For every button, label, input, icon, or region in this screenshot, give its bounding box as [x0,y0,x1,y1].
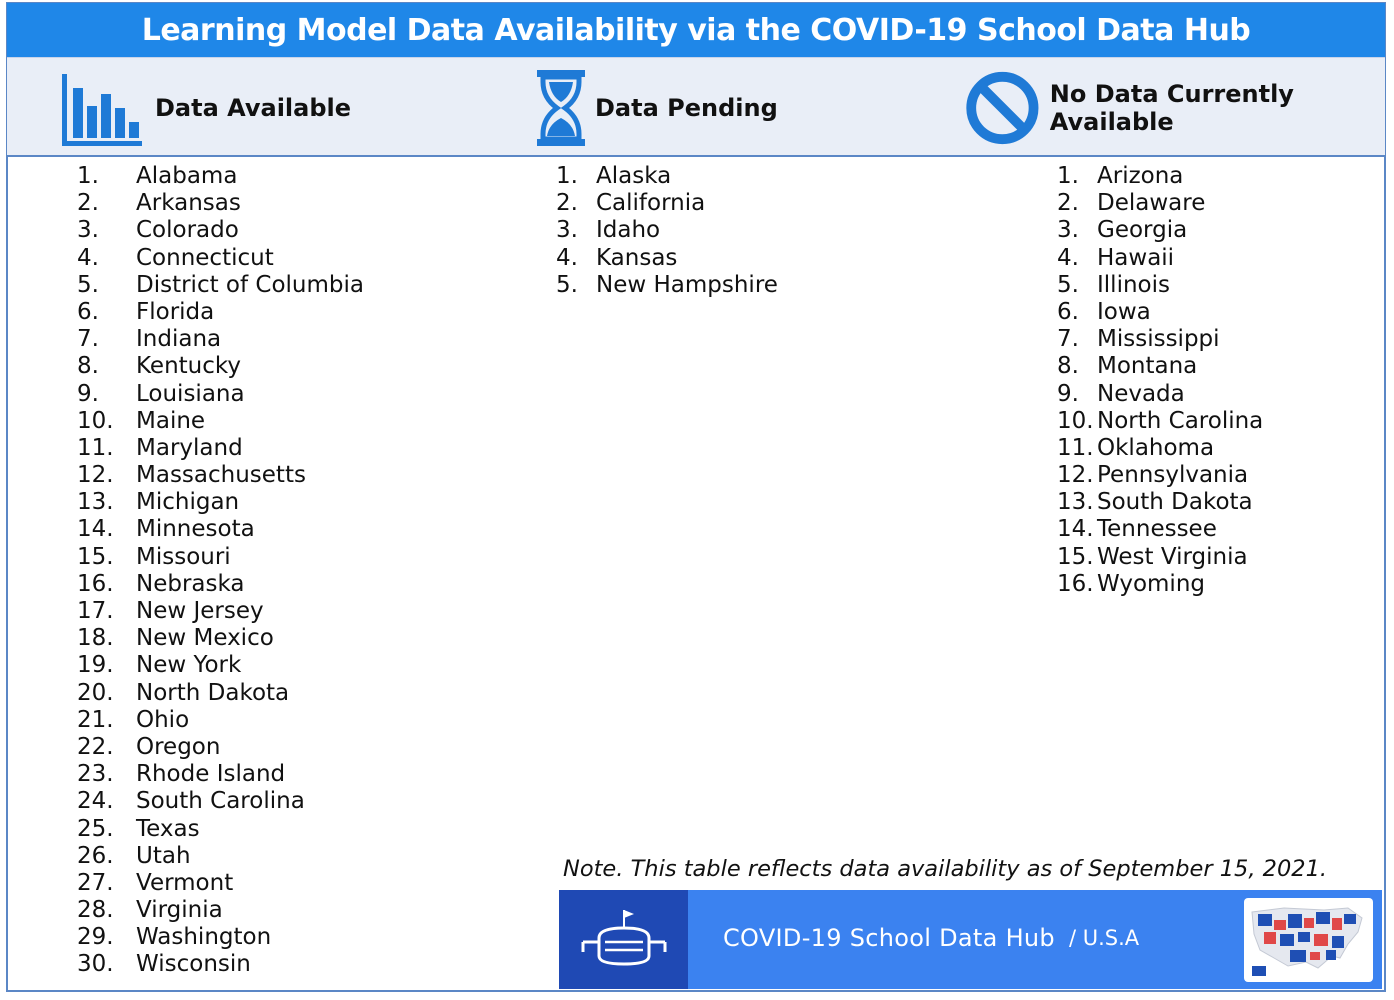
list-item-state: Maine [136,407,206,434]
list-item [77,680,364,707]
list-item-number: 1. [77,163,99,189]
list-item [77,951,364,978]
list-item-number: 15. [1057,543,1094,570]
list-item [77,788,364,815]
list-item-state: North Dakota [136,679,290,706]
list-item [1057,190,1263,217]
list-item-number: 7. [1057,326,1079,353]
list-item-number: 20. [77,679,114,706]
state-list-pending [556,163,778,299]
list-item-number: 6. [1057,298,1079,325]
list-item-state: Alaska [596,163,672,189]
brand-banner [559,890,1382,989]
list-item [1057,571,1263,598]
list-item [77,408,364,435]
list-item-number: 11. [77,434,114,461]
list-item-state: Delaware [1097,190,1206,217]
list-item-state: Colorado [136,217,239,244]
list-item-number: 3. [556,217,578,244]
list-item-state: Arkansas [136,190,241,217]
list-item-number: 15. [77,543,114,570]
list-item [77,326,364,353]
list-item-number: 1. [556,163,578,189]
list-item [1057,516,1263,543]
list-item [77,462,364,489]
list-item-number: 2. [556,190,578,217]
list-item-number: 12. [77,462,114,489]
list-item-state: Minnesota [136,516,255,543]
column-header-label: No Data Currently Available [1049,80,1294,136]
list-item-state: Connecticut [136,244,274,271]
column-header-pending [535,58,778,158]
list-item-number: 21. [77,706,114,733]
list-item-state: Illinois [1097,271,1170,298]
list-item-number: 29. [77,924,114,951]
list-item [77,163,364,190]
column-header-band [7,57,1385,157]
list-item [1057,299,1263,326]
list-item-state: Wisconsin [136,951,251,978]
list-item-state: Nebraska [136,570,245,597]
list-item-number: 9. [77,380,99,407]
list-item-number: 11. [1057,434,1094,461]
list-item-state: Pennsylvania [1097,462,1249,489]
list-item-number: 2. [77,190,99,217]
list-item [1057,163,1263,190]
hourglass-icon [535,68,587,148]
list-item-state: New Mexico [136,625,274,652]
list-item-number: 17. [77,598,114,624]
list-item-state: District of Columbia [136,271,364,298]
list-item [77,924,364,951]
list-item-state: Montana [1097,353,1198,380]
logo-box [559,890,688,989]
list-item-state: Idaho [596,217,661,244]
list-item-number: 3. [77,217,99,244]
list-item [77,761,364,788]
list-item-state: Tennessee [1097,516,1217,543]
list-item [556,163,778,190]
list-item [77,734,364,761]
list-item [77,217,364,244]
list-item-state: Kentucky [136,353,242,380]
list-item-number: 25. [77,815,114,842]
list-item-state: Kansas [596,244,678,271]
list-item-number: 26. [77,842,114,869]
list-item [77,816,364,843]
column-header-available [59,58,351,158]
list-item [1057,462,1263,489]
list-item-number: 9. [1057,380,1079,407]
list-item-number: 4. [556,244,578,271]
list-item [77,353,364,380]
list-item [77,516,364,543]
list-item-number: 8. [77,353,99,380]
list-item-number: 6. [77,298,99,325]
list-item-state: Texas [136,815,200,842]
list-item-number: 4. [1057,244,1079,271]
list-item-number: 5. [77,271,99,298]
list-item-number: 18. [77,625,114,652]
list-item-state: Ohio [136,706,190,733]
list-item-state: California [596,190,706,217]
list-item-number: 16. [77,570,114,597]
list-item-state: North Carolina [1097,407,1264,434]
list-item-state: Florida [136,298,215,325]
list-item [1057,544,1263,571]
list-item [556,245,778,272]
list-item-state: Massachusetts [136,462,306,489]
prohibited-icon [965,66,1040,150]
list-item-state: New Jersey [136,598,264,624]
list-item [77,571,364,598]
list-item [77,843,364,870]
list-item-number: 5. [556,271,578,298]
list-item-number: 22. [77,733,114,760]
list-item-number: 4. [77,244,99,271]
list-item-state: Indiana [136,326,222,353]
list-item-state: Arizona [1097,163,1184,189]
list-item [77,381,364,408]
list-item-number: 3. [1057,217,1079,244]
list-item-state: Oregon [136,733,221,760]
list-item-number: 8. [1057,353,1079,380]
list-item [77,299,364,326]
list-item [77,272,364,299]
list-item-number: 14. [1057,516,1094,543]
us-map-icon [1244,898,1373,982]
list-item [556,190,778,217]
column-header-label: Data Available [155,94,352,122]
list-item-state: Wyoming [1097,570,1205,597]
list-item-state: Georgia [1097,217,1188,244]
list-item-state: South Carolina [136,788,305,815]
list-item-number: 30. [77,951,114,978]
list-item-state: Virginia [136,897,223,924]
list-item-state: New Hampshire [596,271,778,298]
list-item [556,272,778,299]
list-item-number: 10. [77,407,114,434]
list-item-state: Alabama [136,163,238,189]
state-list-no-data [1057,163,1263,598]
column-header-label: Data Pending [595,94,778,122]
list-item-number: 12. [1057,462,1094,489]
list-item [1057,408,1263,435]
list-item [1057,353,1263,380]
page-title: Learning Model Data Availability via the COVID-19 School Data Hub [7,3,1385,57]
list-item [77,625,364,652]
list-item-number: 14. [77,516,114,543]
list-item [77,489,364,516]
list-item [1057,381,1263,408]
list-item [77,897,364,924]
list-item-number: 2. [1057,190,1079,217]
list-item-number: 16. [1057,570,1094,597]
list-item [1057,245,1263,272]
list-item-number: 13. [1057,489,1094,516]
list-item-state: South Dakota [1097,489,1253,516]
list-item-state: Louisiana [136,380,245,407]
list-item-number: 23. [77,761,114,788]
list-item-number: 13. [77,489,114,516]
list-item-state: Rhode Island [136,761,286,788]
list-item-state: Missouri [136,543,231,570]
list-item-state: Maryland [136,434,243,461]
list-item-state: Washington [136,924,272,951]
list-item [77,870,364,897]
list-item-state: Mississippi [1097,326,1220,353]
list-item [77,190,364,217]
brand-location: / U.S.A [1069,926,1140,950]
list-item-number: 19. [77,652,114,679]
list-item [77,707,364,734]
list-item [1057,272,1263,299]
list-item-state: West Virginia [1097,543,1248,570]
list-item [1057,435,1263,462]
list-item-state: Iowa [1097,298,1151,325]
list-item [556,217,778,244]
bar-chart-icon [59,66,145,150]
list-item-number: 1. [1057,163,1079,189]
list-item-number: 5. [1057,271,1079,298]
list-item-state: Michigan [136,489,240,516]
list-item [77,435,364,462]
list-item-state: Vermont [136,869,234,896]
list-item-number: 27. [77,869,114,896]
column-header-no-data [965,58,1385,158]
list-item-number: 28. [77,897,114,924]
list-item-state: Nevada [1097,380,1185,407]
list-item-state: Utah [136,842,191,869]
list-item-number: 24. [77,788,114,815]
brand-name: COVID-19 School Data Hub [723,924,1055,952]
list-item [1057,217,1263,244]
list-item [77,598,364,625]
availability-note: Note. This table reflects data availability as of September 15, 2021. [563,856,1328,882]
list-item-state: New York [136,652,242,679]
list-item [77,652,364,679]
list-item [1057,489,1263,516]
list-item-state: Oklahoma [1097,434,1215,461]
state-list-available [77,163,364,979]
list-item-number: 7. [77,326,99,353]
list-item [77,245,364,272]
list-item-state: Hawaii [1097,244,1175,271]
list-item [77,544,364,571]
list-item [1057,326,1263,353]
school-mask-icon [559,890,688,989]
list-item-number: 10. [1057,407,1094,434]
